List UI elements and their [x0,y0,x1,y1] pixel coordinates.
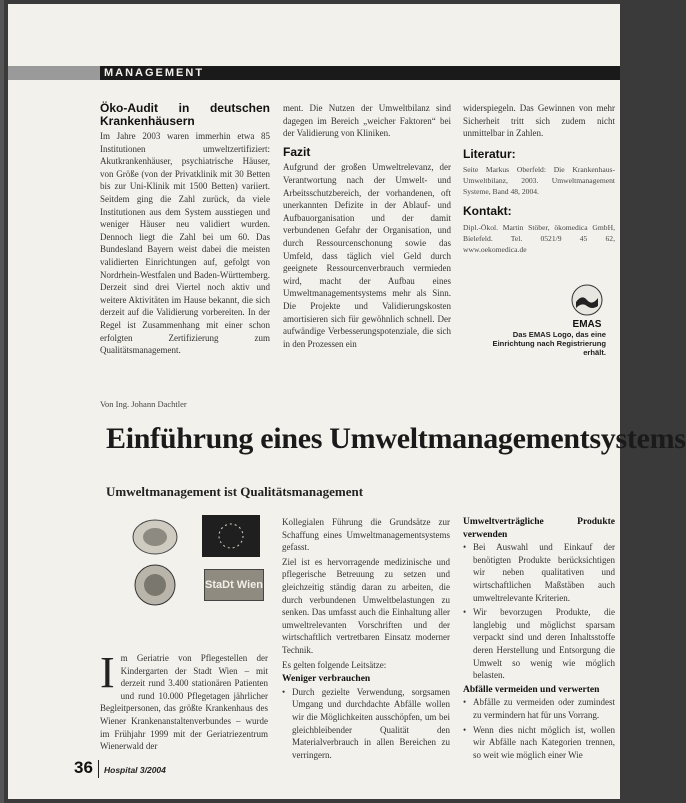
kontakt-heading: Kontakt: [463,204,512,219]
fazit-heading: Fazit [283,144,311,159]
publication-name: Hospital 3/2004 [104,765,166,775]
eco-seal-icon [128,563,182,607]
stadt-wien-label: StaDt Wien [205,579,263,591]
article2-column-1 [100,648,268,753]
emas-logo [556,272,618,334]
article2-col3-bullet-2: • Wir bevorzugen Produkte, die langlebig und möglichst sparsam verpackt sind und deren Inhaltsstoffe deren Herstellung und Entsorgung die Umwelt so wenig wie möglich belasten. [463,606,615,682]
article2-col3-bullet-1: • Bei Auswahl und Einkauf der benötigten Produkte berücksichtigen wir neben qualitativen und wirtschaftlichen Maßstäben auch umweltrelevante Kriterien. [463,541,615,604]
article2-col3-bullet-4: • Wenn dies nicht möglich ist, wollen wir Abfälle nach Kategorien trennen, so weit wie möglich einer Wie [463,724,615,762]
svg-text:EMAS: EMAS [572,319,602,330]
article2-col1-text: m Geriatrie von Pflegestellen der Kindergarten der Stadt Wien – mit derzeit rund 3.400 stationären Patienten und rund 10.000 Pflegetagen jährlicher Begleitpersonen, das größte Krankenhaus des Wiener Krankenanstaltenverbundes – wurde im Frühjahr 1999 mit der Geriatriezentrum Wienerwald der [100,653,268,752]
literatur-text: Seite Markus Oberfeld: Die Krankenhaus-Umweltbilanz, 2003. Umweltmanagement Systeme, Band 48, 2004. [463,165,615,197]
article2-col3-bullet-3: • Abfälle zu vermeiden oder zumindest zu vermindern hat für uns Vorrang. [463,696,615,721]
header-bar-left [8,66,100,80]
stadt-wien-logo [204,569,264,601]
section-header: MANAGEMENT [104,67,205,79]
article1-title: Öko-Audit in deutschen Krankenhäusern [100,101,270,128]
weniger-verbrauchen-heading: Weniger verbrauchen [282,674,371,685]
dropcap: I [100,648,115,697]
article1-col1-text: Im Jahre 2003 waren immerhin etwa 85 Institutionen umweltzertifiziert: Akutkrankenhäuser, psychiatrische Häuser, von Größe (von der Privatklinik mit 30 Betten bis zur Uni-Klinik mit 1500 Betten) variiert. Seitdem ging die Zahl zurück, da viele Institutionen aus dem System ausstiegen und weniger Häuser neu validiert wurden. Dennoch liegt die Zahl bei um 60. Das Bundesland Bayern weist dabei die meisten validierten Einrichtungen auf, gefolgt von Nordrhein-Westfalen und Baden-Württemberg. Derzeit sind drei Viertel noch aktiv und weitere Aktivitäten im Hause bekannt, die sich derzeit auf die Validierung vorbereiten. In der Regel ist Zusammenhang mit einer schon erfolgten Zertifizierung zum Qualitätsmanagement. [100,131,270,356]
scan-edge [0,0,4,803]
article2-col2c-text: Es gelten folgende Leitsätze: [282,659,387,670]
hospital-emblem-icon [130,517,180,557]
article2-column-3 [463,516,615,763]
article1-column-1 [100,102,270,359]
article1-col3a-text: widerspiegeln. Das Gewinnen von mehr Sicherheit tritt sich zudem nicht unmittelbar in Zahlen. [463,103,615,139]
page-number: 36 [74,758,93,777]
article2-col2a-text: Kollegialen Führung die Grundsätze zur Schaffung eines Umweltmanagementsystems gefasst. [282,517,450,553]
article2-column-2 [282,516,450,763]
article1-col2b-text: Aufgrund der großen Umweltrelevanz, der Verantwortung nach der Umwelt- und Arbeitsschutzbereich, der vorhandenen, oft unerkannten Defizite in der Ablauf- und Aufbauorganisation und der damit verbundenen Gefahr der Organisation, und durch Ressourcenschonung sowie das Umfeld, dass täglich viel Geld durch geeignete Ressourcenverbrauch vermieden wird, macht der Aufbau eines Umweltmanagementsystems mehr als Sinn. Die Projekte und Validierungskosten amortisieren sich für gewöhnlich schnell. Der aufwändige Verbesserungspotenziale, die sich in den Prozessen ein [283,162,451,349]
footer-divider [98,760,99,778]
umweltvertraegliche-produkte-heading: Umweltverträgliche Produkte verwenden [463,517,615,540]
eu-flag-icon [202,515,260,557]
article1-column-3 [463,102,615,257]
logo-collage [122,509,272,609]
article1-col2a-text: ment. Die Nutzen der Umweltbilanz sind dagegen im Bereich „weicher Faktoren“ bei der Validierung von Kliniken. [283,103,451,139]
article2-col2b-text: Ziel ist es hervorragende medizinische und pflegerische Betreuung zu setzen und gleichzeitig ständig daran zu arbeiten, die durch verbundenen Umweltbelastungen zu senken. Das umfasst auch die Einhaltung aller umweltrelevanten Vorschriften und der wirtschaftlich vertretbaren Einsatz moderner Technik. [282,556,450,655]
literatur-heading: Literatur: [463,146,516,161]
article2-title: Einführung eines Umweltmanagementsystems [106,422,686,455]
abfaelle-heading: Abfälle vermeiden und verwerten [463,684,600,695]
author-line: Von Ing. Johann Dachtler [100,399,187,409]
article1-column-2 [283,102,451,352]
emas-caption: Das EMAS Logo, das eine Einrichtung nach Registrierung erhält. [492,330,606,357]
article2-col2-bullet: • Durch gezielte Verwendung, sorgsamen Umgang und durchdachte Abfälle wollen wir die Möglichkeiten ausschöpfen, um bei gleichbleibender Qualität den Materialverbrauch in allen Bereichen zu verringern. [282,686,450,762]
magazine-page [8,4,686,799]
article2-subtitle: Umweltmanagement ist Qualitätsmanagement [106,484,364,499]
kontakt-text: Dipl.-Ökol. Martin Stöber, ökomedica GmbH, Bielefeld. Tel. 0521/9 45 62, www.oekomedica.de [463,222,615,254]
